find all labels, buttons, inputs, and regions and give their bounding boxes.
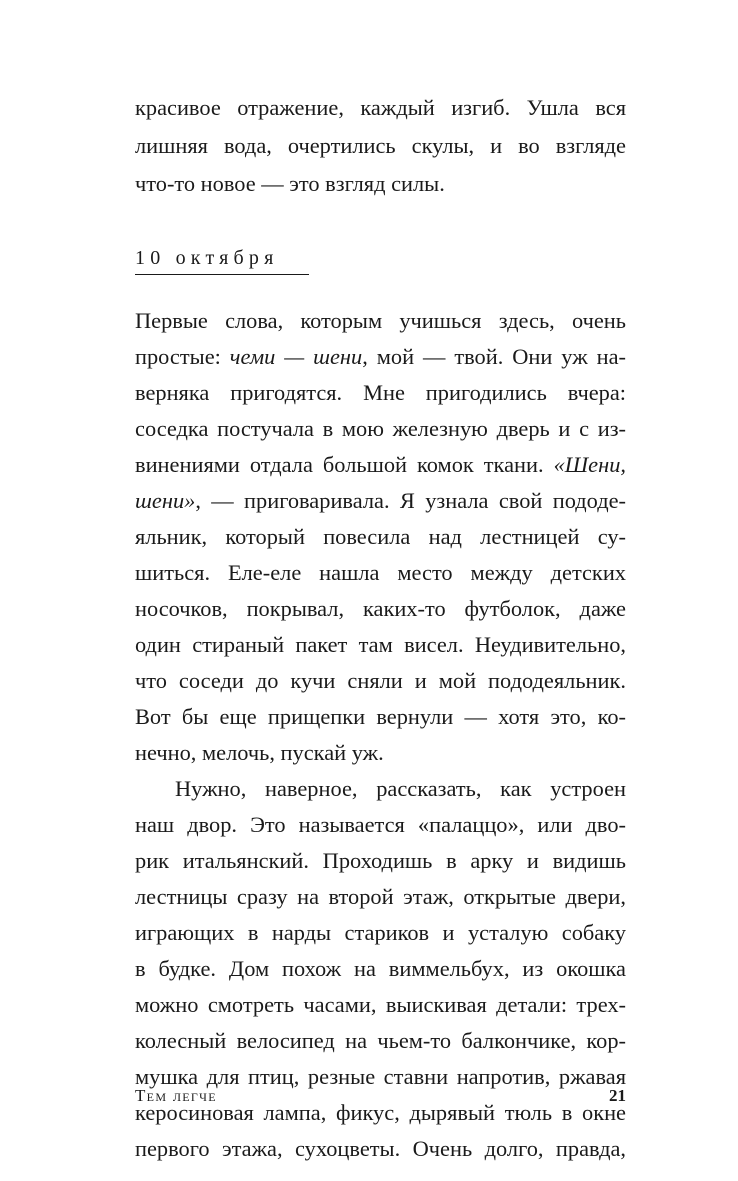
- text-line: в будке. Дом похож на виммельбух, из окошка: [135, 956, 626, 981]
- text-line: что соседи до кучи сняли и мой пододеяльник.: [135, 668, 626, 693]
- text-line: лестницы сразу на второй этаж, открытые двери,: [135, 884, 626, 909]
- text-line: яльник, который повесила над лестницей су-: [135, 524, 626, 549]
- text-line: носочков, покрывал, каких-то футболок, даже: [135, 596, 626, 621]
- text-line: [135, 445, 626, 485]
- page-number: 21: [609, 1086, 626, 1105]
- text-span: простые:: [135, 344, 230, 369]
- text-line: верняка пригодятся. Мне пригодились вчера:: [135, 380, 626, 405]
- text-line: красивое отражение, каждый изгиб. Ушла вся: [135, 95, 626, 120]
- text-span: , мой — твой. Они уж на-: [362, 344, 626, 369]
- text-line: Вот бы еще прищепки вернули — хотя это, ко-: [135, 704, 626, 729]
- text-line: первого этажа, сухоцветы. Очень долго, правда,: [135, 1136, 626, 1161]
- text-line: [135, 481, 626, 521]
- text-line: керосиновая лампа, фикус, дырявый тюль в окне: [135, 1100, 626, 1125]
- text-line: наш двор. Это называется «палаццо», или дво-: [135, 812, 626, 837]
- text-line: колесный велосипед на чьем-то балкончике, кор-: [135, 1028, 626, 1053]
- text-line: рик итальянский. Проходишь в арку и видишь: [135, 848, 626, 873]
- date-underline: [135, 274, 309, 275]
- italic-phrase: шени»: [135, 488, 196, 513]
- text-line: играющих в нарды стариков и усталую собаку: [135, 920, 626, 945]
- text-line: Нужно, наверное, рассказать, как устроен: [175, 776, 626, 801]
- text-line: что-то новое — это взгляд силы.: [135, 171, 445, 196]
- text-line: можно смотреть часами, выискивая детали: трех-: [135, 992, 626, 1017]
- text-line: соседка постучала в мою железную дверь и с из-: [135, 416, 626, 441]
- text-line: шиться. Еле-еле нашла место между детских: [135, 560, 626, 585]
- text-span: , — приговаривала. Я узнала свой пододе-: [195, 488, 626, 513]
- text-span: винениями отдала большой комок ткани.: [135, 452, 554, 477]
- text-line: один стираный пакет там висел. Неудивительно,: [135, 632, 626, 657]
- text-line: лишняя вода, очертились скулы, и во взгляде: [135, 133, 626, 158]
- running-footer-title: Тем легче: [135, 1086, 217, 1105]
- entry-date-heading: 10 октября: [135, 247, 279, 269]
- italic-phrase: чеми — шени: [229, 344, 363, 369]
- text-line: мушка для птиц, резные ставни напротив, ржавая: [135, 1064, 626, 1089]
- text-line: [135, 337, 626, 377]
- italic-phrase: «Шени,: [553, 452, 626, 477]
- text-line: Первые слова, которым учишься здесь, очень: [135, 308, 626, 333]
- text-line: нечно, мелочь, пускай уж.: [135, 740, 384, 765]
